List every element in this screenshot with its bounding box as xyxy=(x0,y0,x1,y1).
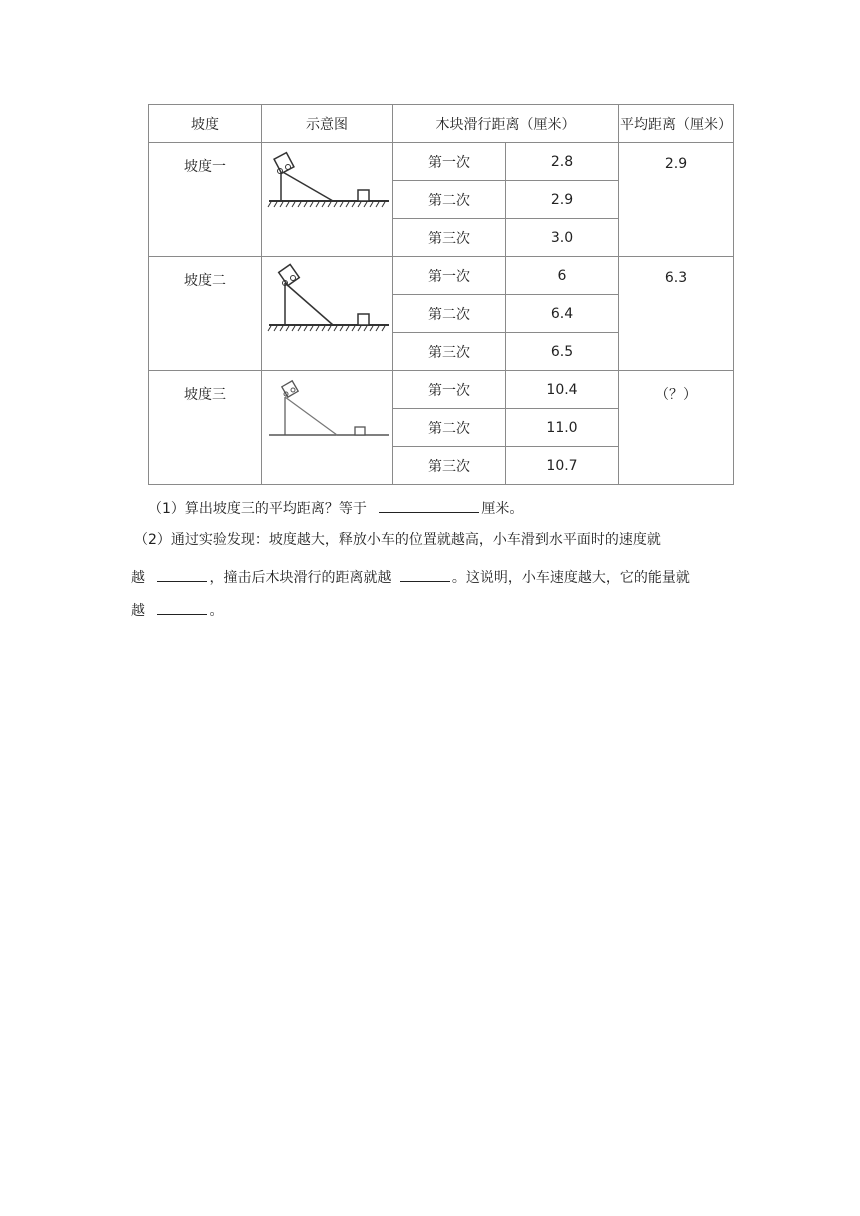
trial-label: 第三次 xyxy=(393,219,506,257)
ramp-diagram-icon xyxy=(265,263,389,335)
ramp-diagram-icon xyxy=(265,377,389,439)
trial-label: 第二次 xyxy=(393,409,506,447)
table-row xyxy=(149,143,734,181)
ramp-diagram-icon xyxy=(265,149,389,211)
slope-label: 坡度二 xyxy=(149,257,262,371)
header-slope: 坡度 xyxy=(149,105,262,143)
slope-label: 坡度一 xyxy=(149,143,262,257)
trial-label: 第三次 xyxy=(393,333,506,371)
trial-value: 10.4 xyxy=(506,371,619,409)
experiment-table xyxy=(148,104,734,485)
trial-label: 第一次 xyxy=(393,371,506,409)
answer-blank-4[interactable] xyxy=(157,599,207,615)
answer-blank-3[interactable] xyxy=(400,566,450,582)
question-1 xyxy=(148,497,523,519)
slope-diagram-2 xyxy=(262,257,393,371)
trial-value: 2.8 xyxy=(506,143,619,181)
trial-label: 第二次 xyxy=(393,295,506,333)
trial-value: 6 xyxy=(506,257,619,295)
question-1-suffix: 厘米。 xyxy=(481,501,524,517)
slope-label: 坡度三 xyxy=(149,371,262,485)
average-value: 6.3 xyxy=(619,257,734,371)
answer-blank-1[interactable] xyxy=(379,497,479,513)
trial-value: 3.0 xyxy=(506,219,619,257)
trial-label: 第二次 xyxy=(393,181,506,219)
question-2-text-d: 越 xyxy=(131,603,145,619)
trial-value: 2.9 xyxy=(506,181,619,219)
trial-label: 第三次 xyxy=(393,447,506,485)
trial-value: 6.5 xyxy=(506,333,619,371)
question-2-text-c: 。这说明，小车速度越大，它的能量就 xyxy=(451,570,690,586)
question-2-line-3 xyxy=(131,599,223,621)
question-2-text-b: ，撞击后木块滑行的距离就越 xyxy=(209,570,392,586)
header-distance: 木块滑行距离（厘米） xyxy=(393,105,619,143)
trial-label: 第一次 xyxy=(393,143,506,181)
trial-label: 第一次 xyxy=(393,257,506,295)
trial-value: 6.4 xyxy=(506,295,619,333)
header-average: 平均距离（厘米） xyxy=(619,105,734,143)
question-2-text-a: 越 xyxy=(131,570,145,586)
slope-diagram-1 xyxy=(262,143,393,257)
slope-diagram-3 xyxy=(262,371,393,485)
average-value: 2.9 xyxy=(619,143,734,257)
table-header-row xyxy=(149,105,734,143)
question-1-prefix: （1）算出坡度三的平均距离？等于 xyxy=(148,501,367,517)
header-diagram: 示意图 xyxy=(262,105,393,143)
table-row xyxy=(149,371,734,409)
trial-value: 10.7 xyxy=(506,447,619,485)
question-2-line-2 xyxy=(131,566,690,588)
question-2-text-e: 。 xyxy=(209,603,224,619)
question-2-line-1: （2）通过实验发现：坡度越大，释放小车的位置就越高，小车滑到水平面时的速度就 xyxy=(134,532,661,548)
answer-blank-2[interactable] xyxy=(157,566,207,582)
average-value: （？） xyxy=(619,371,734,485)
trial-value: 11.0 xyxy=(506,409,619,447)
table-row xyxy=(149,257,734,295)
